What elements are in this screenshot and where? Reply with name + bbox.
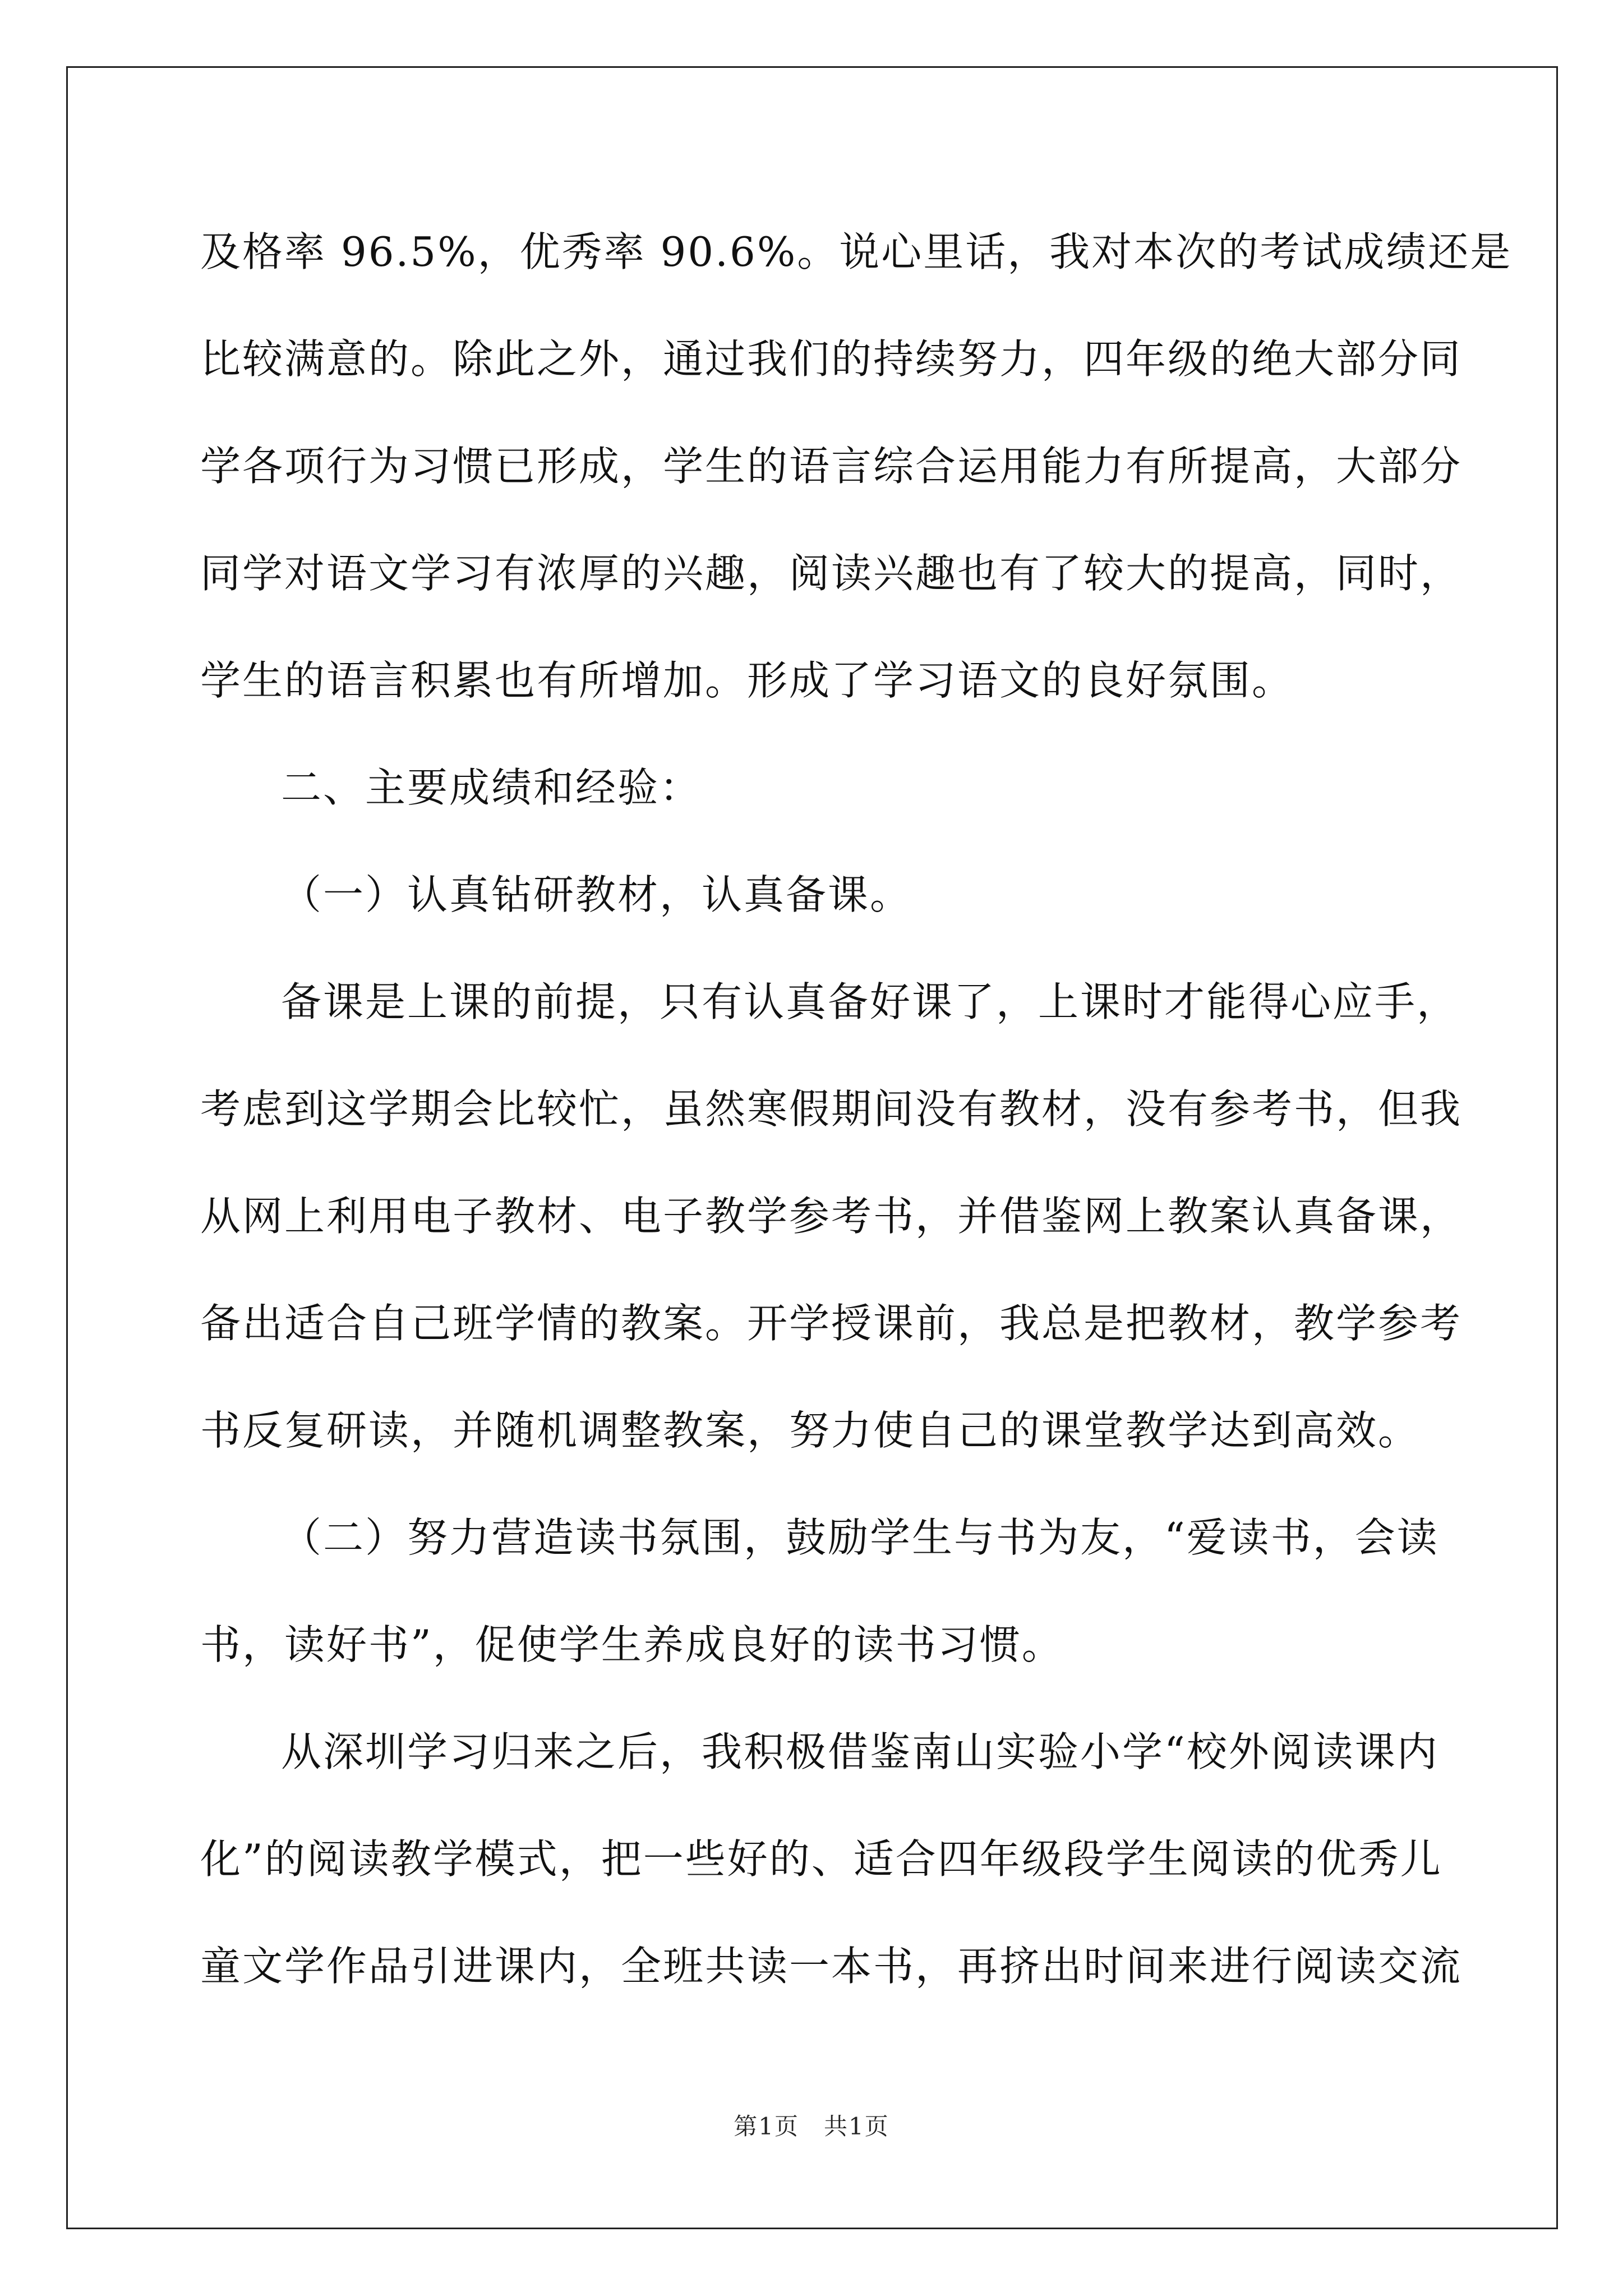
text-line: 学生的语言积累也有所增加。形成了学习语文的良好氛围。: [200, 657, 1294, 704]
text-line: 书，读好书”，促使学生养成良好的读书习惯。: [200, 1621, 1064, 1668]
text-line: 备出适合自己班学情的教案。开学授课前，我总是把教材，教学参考: [200, 1300, 1463, 1347]
page-number-footer: 第1页 共1页: [734, 2113, 889, 2140]
text-line: 从网上利用电子教材、电子教学参考书，并借鉴网上教案认真备课，: [200, 1193, 1463, 1240]
text-line: 考虑到这学期会比较忙，虽然寒假期间没有教材，没有参考书，但我: [200, 1085, 1463, 1133]
text-line: 同学对语文学习有浓厚的兴趣，阅读兴趣也有了较大的提高，同时，: [200, 550, 1463, 597]
text-line: 比较满意的。除此之外，通过我们的持续努力，四年级的绝大部分同: [200, 335, 1463, 383]
text-line: 书反复研读，并随机调整教案，努力使自己的课堂教学达到高效。: [200, 1407, 1421, 1454]
document-body: [200, 220, 1513, 2042]
section-heading: 二、主要成绩和经验：: [281, 764, 702, 811]
text-line: 化”的阅读教学模式，把一些好的、适合四年级段学生阅读的优秀儿: [200, 1835, 1442, 1883]
text-line: 学各项行为习惯已形成，学生的语言综合运用能力有所提高，大部分: [200, 443, 1463, 490]
text-line: 备课是上课的前提，只有认真备好课了，上课时才能得心应手，: [281, 978, 1459, 1025]
text-line: 及格率 96.5%，优秀率 90.6%。说心里话，我对本次的考试成绩还是: [200, 228, 1513, 275]
text-line: 从深圳学习归来之后，我积极借鉴南山实验小学“校外阅读课内: [281, 1728, 1439, 1775]
subsection-heading: （二）努力营造读书氛围，鼓励学生与书为友，“爱读书，会读: [281, 1514, 1439, 1561]
text-line: 童文学作品引进课内，全班共读一本书，再挤出时间来进行阅读交流: [200, 1943, 1463, 1990]
subsection-heading: （一）认真钻研教材，认真备课。: [281, 871, 912, 918]
